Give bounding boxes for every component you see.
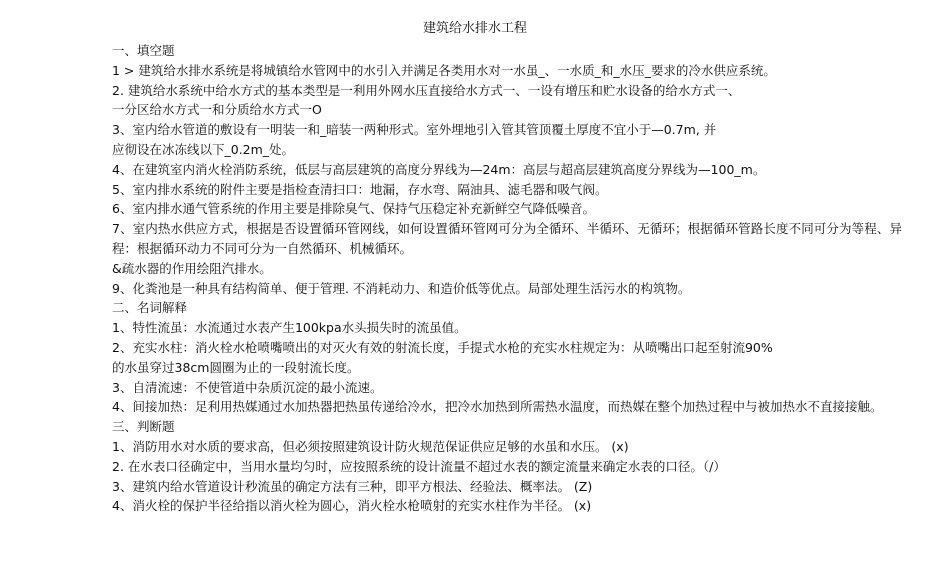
document-title: 建筑给水排水工程 [422, 21, 527, 36]
text-line: &疏水器的作用绘阻汽排水。 [112, 260, 272, 276]
text-line: 5、室内排水系统的附件主要是指检查清扫口：地漏，存水弯、隔油具、滤毛器和吸气阀。 [112, 181, 608, 197]
text-line: 3、室内给水管道的敷设有一明装一和_暗装一两种形式。室外埋地引入管其管顶覆土厚度不宜小于—0.7m, 并 [112, 122, 717, 138]
text-line: 应彻设在冰冻线以下_0.2m_处。 [112, 141, 295, 157]
text-line: 一分区给水方式一和分质给水方式一O [112, 102, 322, 118]
document-body [112, 41, 902, 516]
text-line: 4、间接加热：足利用热媒通过水加热器把热虽传递给冷水，把冷水加热到所需热水温度，而热媒在整个加热过程中与被加热水不直接接触。 [112, 399, 883, 415]
text-line: 9、化粪池是一种具有结构简单、便于管理. 不消耗动力、和造价低等优点。局部处理生活污水的构筑物。 [112, 280, 691, 296]
text-line: 4、消火栓的保护半径给指以消火栓为圆心，消火栓水枪喷射的充实水柱作为半径。 (x) [112, 498, 592, 514]
text-line: 2、充实水柱：消火栓水枪喷嘴喷出的对灭火有效的射流长度，手提式水枪的充实水柱规定为：从喷嘴出口起至射流90% [112, 339, 773, 355]
text-line: 2. 在水表口径确定中，当用水量均匀时，应按照系统的设计流量不超过水表的额定流量来确定水表的口径。（/） [112, 458, 726, 474]
text-line: 二、名词解释 [112, 300, 188, 316]
text-line: 4、在建筑室内消火栓消防系统，低层与高层建筑的高度分界线为—24m：高层与超高层建筑高度分界线为—100_m。 [112, 161, 766, 177]
text-line: 2. 建筑给水系统中给水方式的基本类型是一利用外网水压直接给水方式一、一设有增压和贮水设备的给水方式一、 [112, 82, 741, 98]
text-line: 7、室内热水供应方式，根据是否设置循环管网线，如何设置循环管网可分为全循环、半循环、无循环；根据循环管路长度不同可分为等程、异程：根据循环动力不同可分为一自然循环、机械循环。 [112, 221, 902, 256]
text-line: 一、填空题 [112, 43, 175, 58]
text-line: 3、建筑内给水管道设计秒流虽的确定方法有三种，即平方根法、经验法、概率法。 (Z) [112, 478, 593, 494]
text-line: 三、判断题 [112, 419, 175, 435]
text-line: 3、自清流速：不使管道中杂质沉淀的最小流速。 [112, 379, 383, 395]
text-line: 的水虽穿过38cm圆圈为止的一段射流长度。 [112, 359, 360, 375]
text-line: 1 > 建筑给水排水系统是将城镇给水管网中的水引入并满足各类用水对一水虽_、一水质_和_水压_要求的冷水供应系统。 [112, 62, 776, 78]
text-line: 6、室内排水通气管系统的作用主要是排除臭气、保持气压稳定补充新鲜空气降低噪音。 [112, 201, 595, 217]
text-line: 1、消防用水对水质的要求高，但必须按照建筑设计防火规范保证供应足够的水虽和水压。 (x) [112, 438, 629, 454]
text-line: 1、特性流虽：水流通过水表产生100kpa水头损失时的流虽值。 [112, 320, 467, 336]
